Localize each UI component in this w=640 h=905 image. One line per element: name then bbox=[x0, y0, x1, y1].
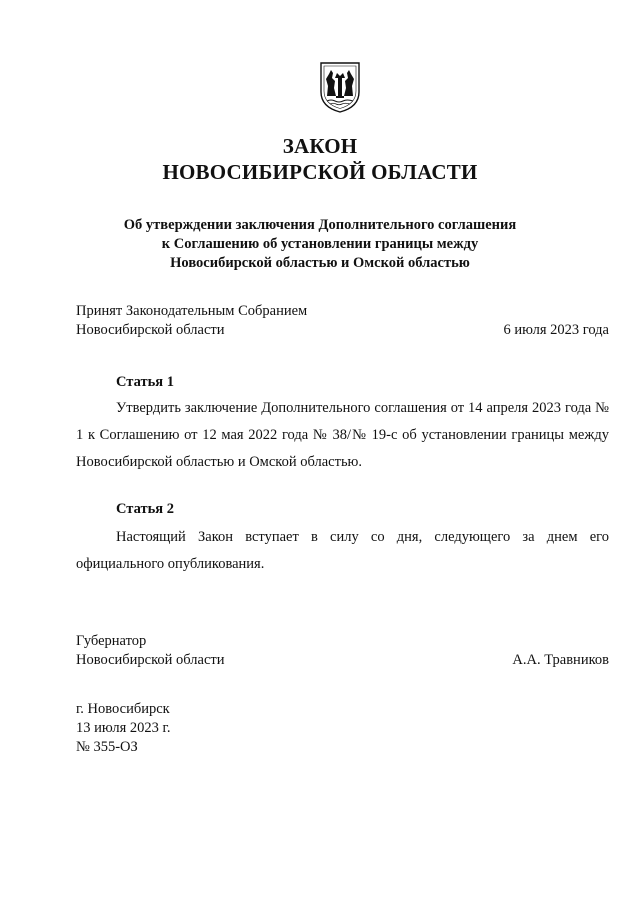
signer-title: Губернатор bbox=[76, 633, 147, 649]
article-2-text: Настоящий Закон вступает в силу со дня, следующего за днем его официального опубликования. bbox=[76, 529, 609, 572]
article-2-heading: Статья 2 bbox=[116, 501, 174, 517]
subject-line: к Соглашению об установлении границы между bbox=[161, 236, 479, 252]
law-subject bbox=[80, 216, 560, 273]
adopted-by-region: Новосибирской области bbox=[76, 322, 225, 338]
signer-region: Новосибирской области bbox=[76, 652, 225, 668]
adopted-by-line: Принят Законодательным Собранием bbox=[76, 303, 308, 319]
document-title: ЗАКОН bbox=[282, 134, 358, 158]
article-1-text: Утвердить заключение Дополнительного соглашения от 14 апреля 2023 года № 1 к Соглашению от 12 мая 2022 года № 38/№ 19-с об установлении границы между Новосибирской областью и Омской областью. bbox=[76, 400, 609, 470]
law-number: № 355-ОЗ bbox=[76, 739, 138, 755]
signing-date: 13 июля 2023 г. bbox=[76, 720, 171, 736]
signing-place: г. Новосибирск bbox=[76, 701, 170, 717]
subject-line: Новосибирской областью и Омской областью bbox=[170, 255, 470, 271]
article-1-heading: Статья 1 bbox=[116, 374, 174, 390]
signer-name: А.А. Травников bbox=[512, 652, 609, 668]
document-region-title: НОВОСИБИРСКОЙ ОБЛАСТИ bbox=[162, 160, 478, 184]
adoption-date: 6 июля 2023 года bbox=[503, 322, 609, 338]
coat-of-arms-icon bbox=[318, 60, 362, 114]
subject-line: Об утверждении заключения Дополнительного соглашения bbox=[123, 217, 517, 233]
